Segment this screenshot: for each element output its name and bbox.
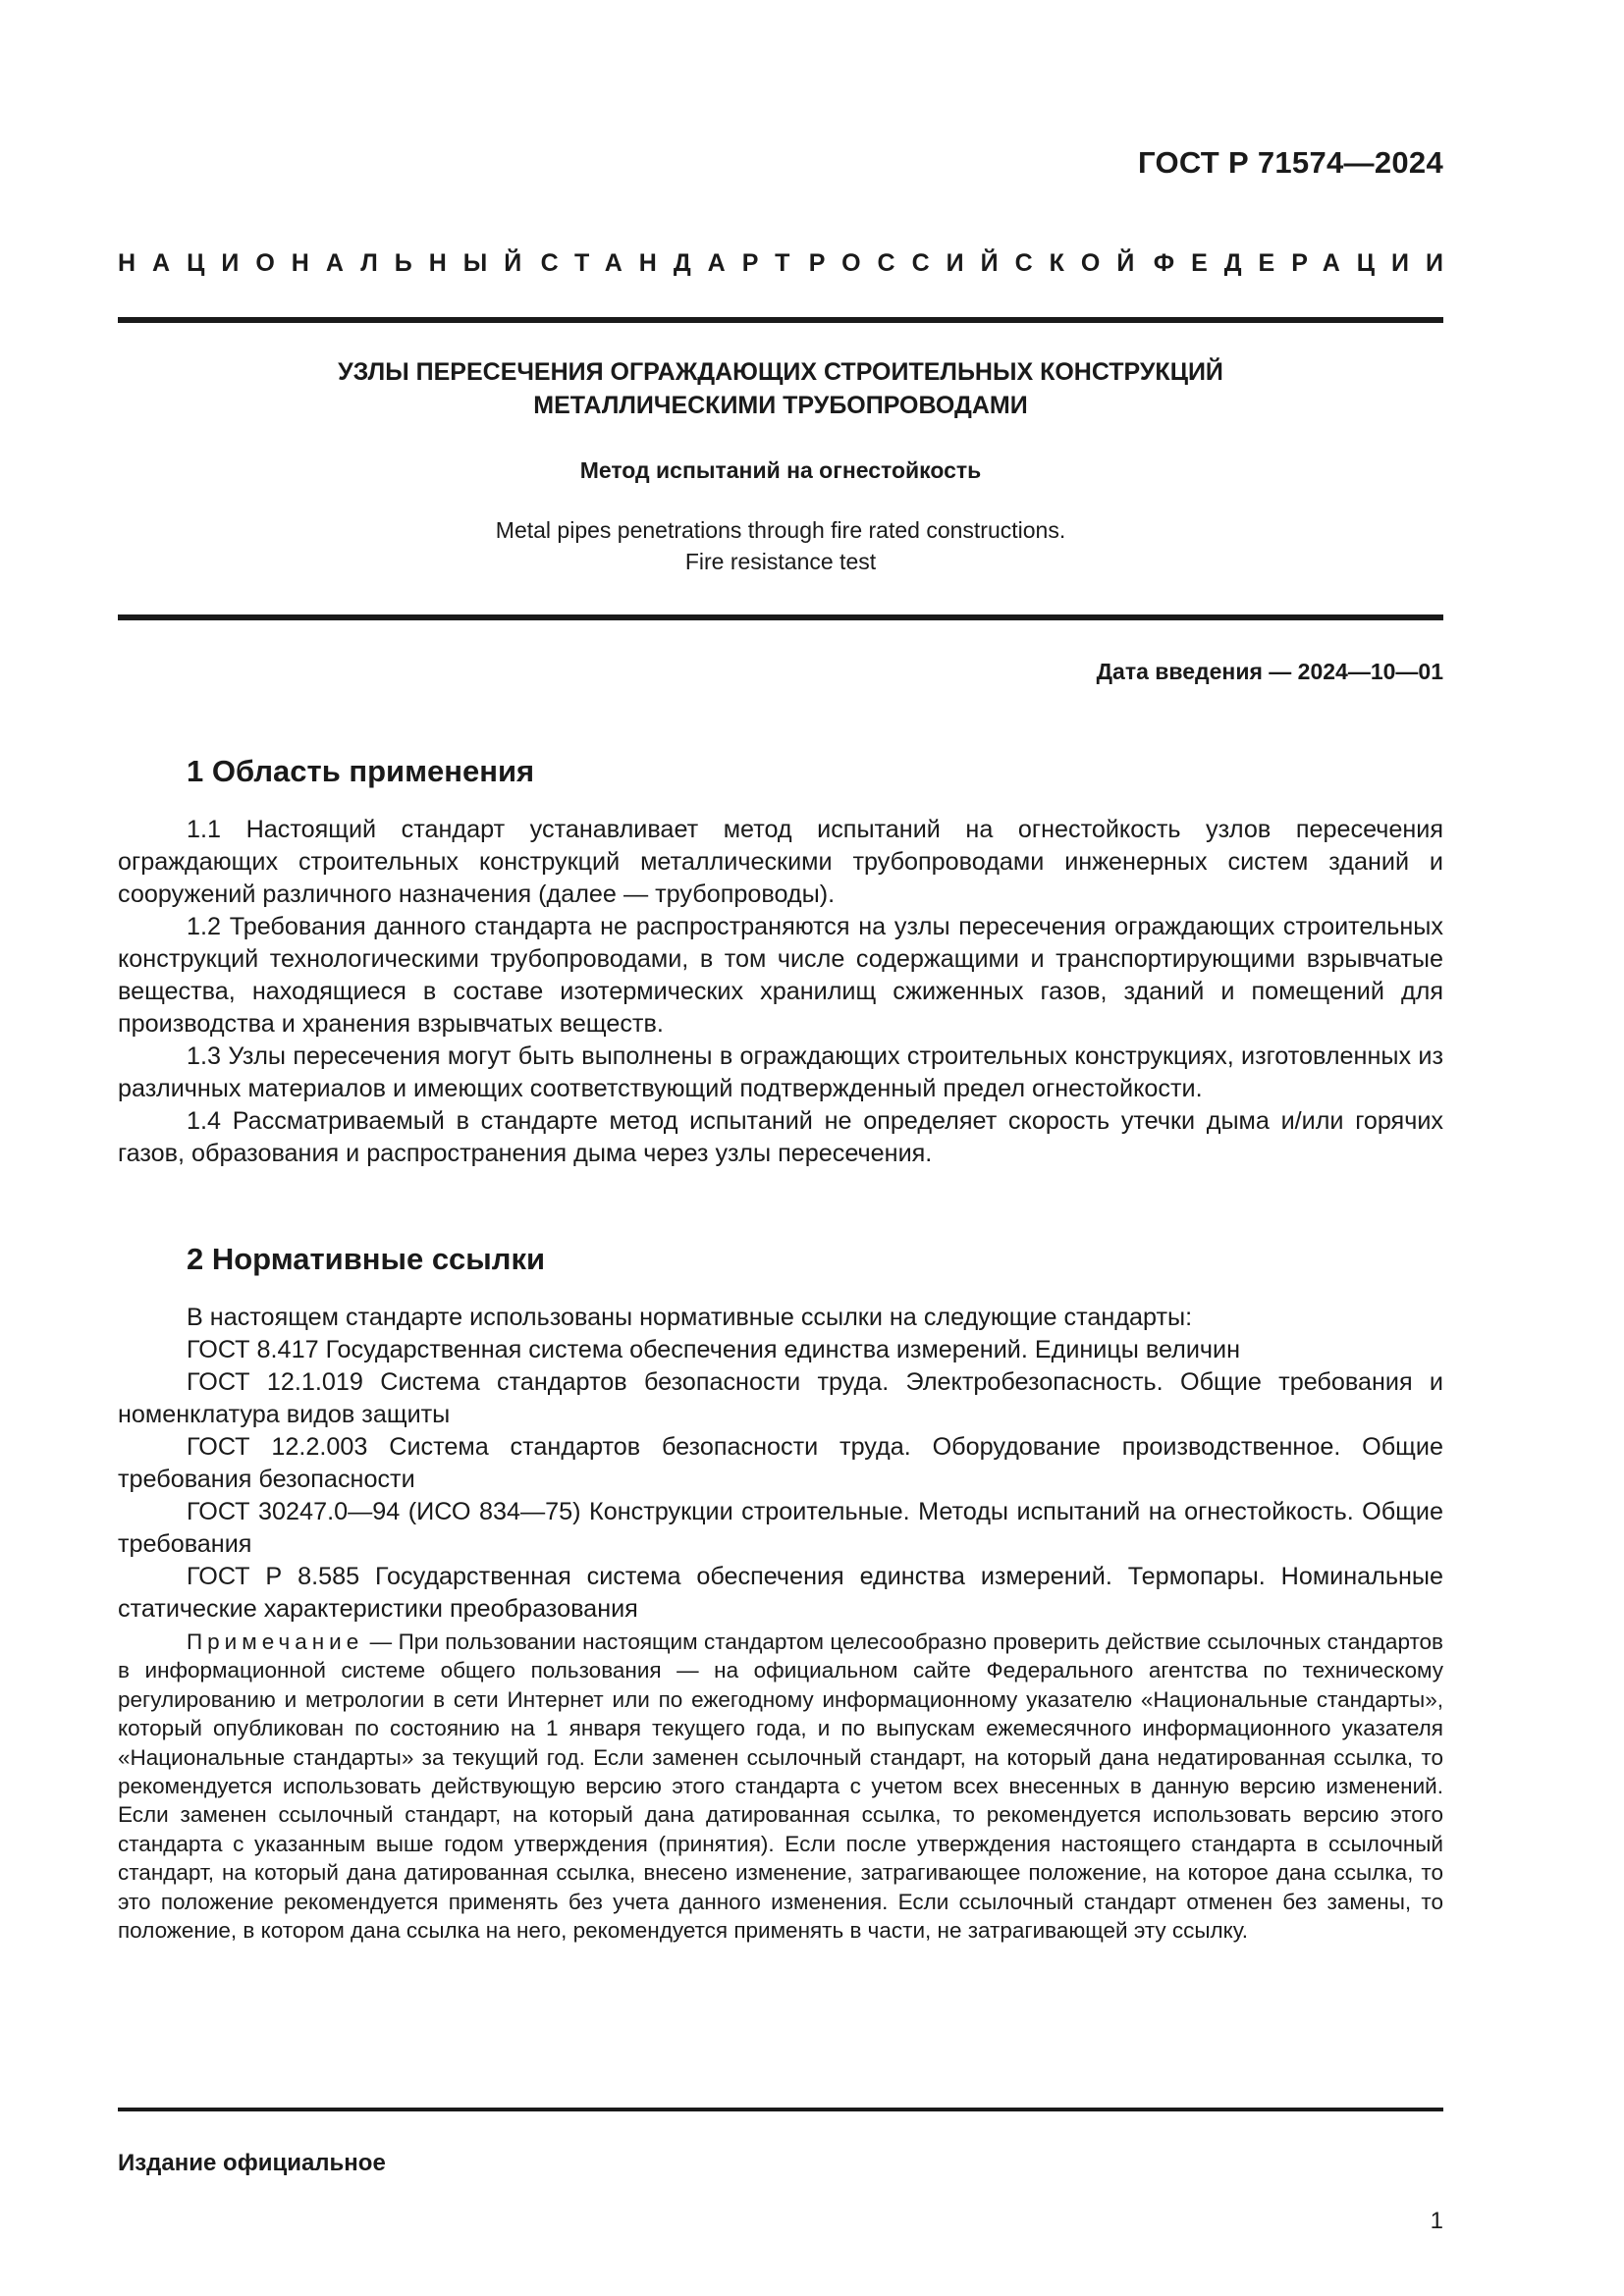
banner-word: ФЕДЕРАЦИИ [1153, 249, 1460, 277]
page-number: 1 [1430, 2208, 1443, 2234]
english-title-line-2: Fire resistance test [684, 549, 877, 574]
top-divider [118, 317, 1443, 323]
paragraph: 1.3 Узлы пересечения могут быть выполнены в ограждающих строительных конструкциях, изготовленных из различных материалов и имеющих соответствующий подтвержденный предел огнестойкости. [118, 1042, 1443, 1102]
title-line-2: МЕТАЛЛИЧЕСКИМИ ТРУБОПРОВОДАМИ [533, 392, 1028, 419]
document-subtitle: Метод испытаний на огнестойкость [579, 457, 982, 483]
banner-word: РОССИЙСКОЙ [808, 249, 1152, 277]
english-title-line-1: Metal pipes penetrations through fire rated constructions. [495, 517, 1066, 543]
introduction-date: Дата введения — 2024—10—01 [1096, 659, 1443, 684]
reference-item: ГОСТ Р 8.585 Государственная система обеспечения единства измерений. Термопары. Номинальные статические характеристики преобразования [118, 1563, 1443, 1623]
section-2-heading: 2 Нормативные ссылки [187, 1242, 546, 1276]
paragraph: 1.2 Требования данного стандарта не распространяются на узлы пересечения ограждающих строительных конструкций технологическими трубопроводами, в том числе содержащими и транспортирующими взрывчатые вещества, находящиеся в составе изотермических хранилищ сжиженных газов, зданий и помещений для производства и хранения взрывчатых веществ. [118, 913, 1443, 1038]
reference-item: ГОСТ 12.1.019 Система стандартов безопасности труда. Электробезопасность. Общие требования и номенклатура видов защиты [118, 1368, 1443, 1428]
reference-item: ГОСТ 12.2.003 Система стандартов безопасности труда. Оборудование производственное. Общие требования безопасности [118, 1433, 1443, 1493]
official-edition: Издание официальное [118, 2150, 386, 2176]
reference-item: ГОСТ 8.417 Государственная система обеспечения единства измерений. Единицы величин [187, 1336, 1241, 1363]
section-2-body [118, 1302, 1443, 1626]
standard-designation: ГОСТ Р 71574—2024 [1138, 145, 1443, 180]
paragraph: В настоящем стандарте использованы нормативные ссылки на следующие стандарты: [187, 1304, 1193, 1331]
title-line-1: УЗЛЫ ПЕРЕСЕЧЕНИЯ ОГРАЖДАЮЩИХ СТРОИТЕЛЬНЫХ КОНСТРУКЦИЙ [338, 358, 1223, 386]
reference-item: ГОСТ 30247.0—94 (ИСО 834—75) Конструкции строительные. Методы испытаний на огнестойкость. Общие требования [118, 1498, 1443, 1558]
note-text: — При пользовании настоящим стандартом целесообразно проверить действие ссылочных стандартов в информационной системе общего пользования — на официальном сайте Федерального агентства по техническому регулированию и метрологии в сети Интернет или по ежегодному информационному указателю «Национальные стандарты», который опубликован по состоянию на 1 января текущего года, и по выпускам ежемесячного информационного указателя «Национальные стандарты» за текущий год. Если заменен ссылочный стандарт, на который дана недатированная ссылка, то рекомендуется использовать действующую версию этого стандарта с учетом всех внесенных в данную версию изменений. Если заменен ссылочный стандарт, на который дана датированная ссылка, то рекомендуется использовать версию этого стандарта с указанным выше годом утверждения (принятия). Если после утверждения настоящего стандарта в ссылочный стандарт, на который дана датированная ссылка, внесено изменение, затрагивающее положение, на которое дана ссылка, то это положение рекомендуется применять без учета данного изменения. Если ссылочный стандарт отменен без замены, то положение, в котором дана ссылка на него, рекомендуется применять в части, не затрагивающей эту ссылку. [118, 1629, 1443, 1944]
paragraph: 1.1 Настоящий стандарт устанавливает метод испытаний на огнестойкость узлов пересечения ограждающих строительных конструкций металлическими трубопроводами инженерных систем зданий и сооружений различного назначения (далее — трубопроводы). [118, 816, 1443, 908]
banner-word: НАЦИОНАЛЬНЫЙ [118, 249, 539, 277]
banner-word: СТАНДАРТ [540, 249, 807, 277]
document-title [118, 355, 1443, 422]
note-block [118, 1628, 1443, 1945]
english-title [118, 514, 1443, 577]
footer-divider [118, 2108, 1443, 2111]
paragraph: 1.4 Рассматриваемый в стандарте метод испытаний не определяет скорость утечки дыма и/или горячих газов, образования и распространения дыма через узлы пересечения. [118, 1107, 1443, 1167]
title-divider [118, 614, 1443, 620]
note-label: Примечание [187, 1629, 364, 1654]
national-standard-banner [118, 249, 1460, 278]
section-1-body [118, 814, 1443, 1170]
section-1-heading: 1 Область применения [187, 754, 535, 788]
